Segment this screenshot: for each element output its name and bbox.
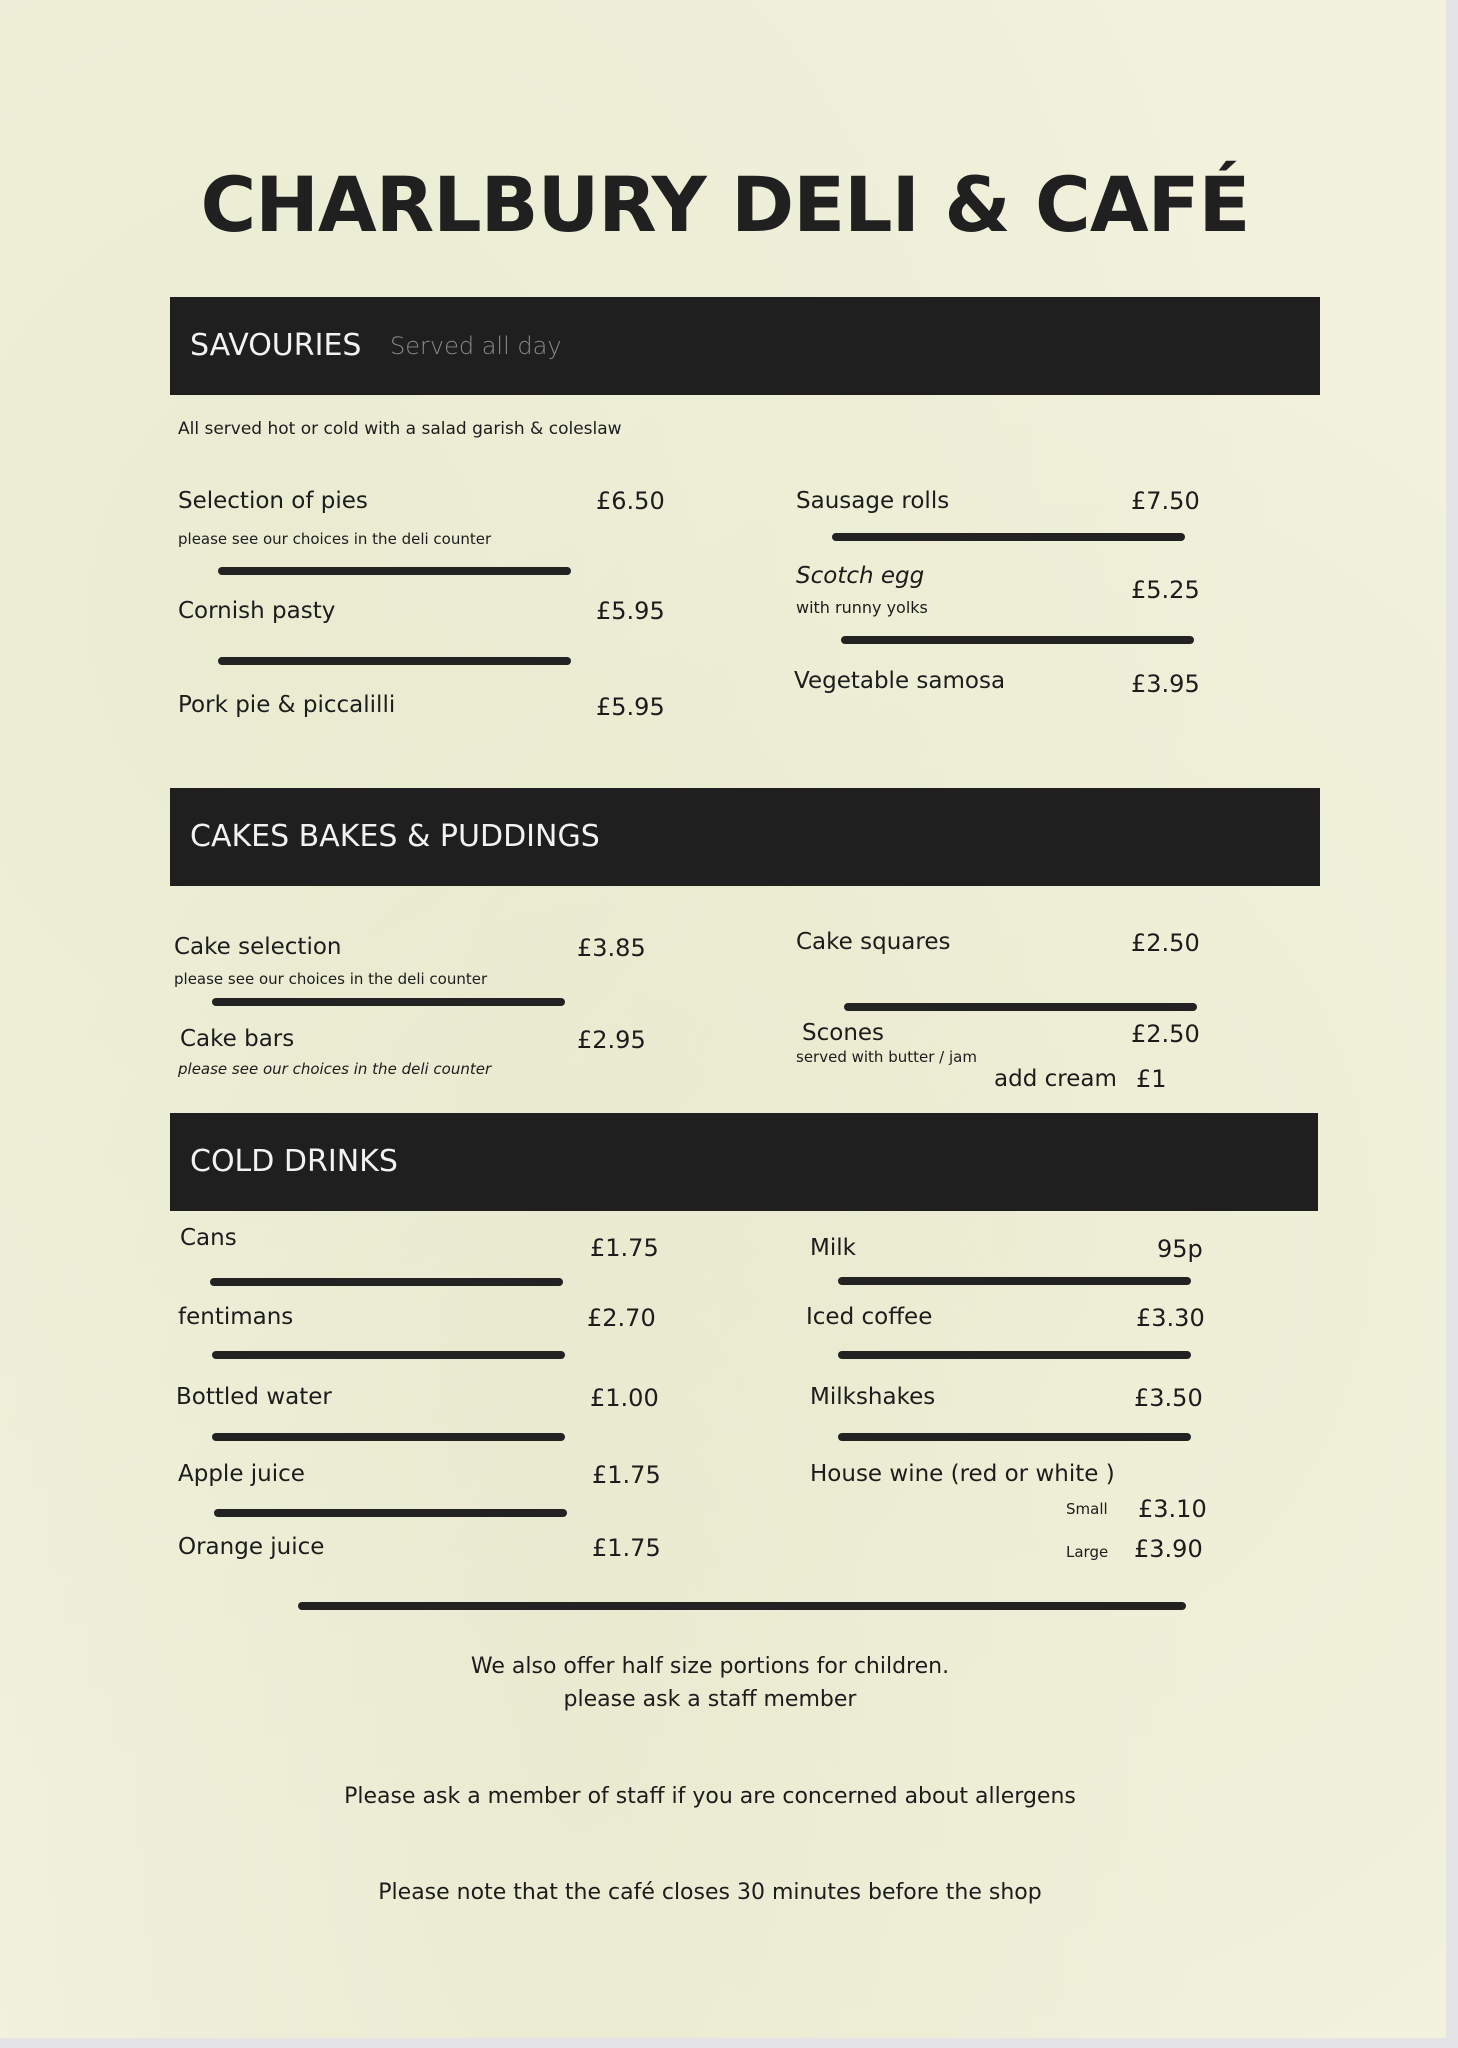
menu-item-price: £1.75 [592,1461,661,1489]
menu-item-price: £1.00 [590,1384,659,1412]
menu-item-name: Bottled water [176,1384,332,1410]
item-divider [218,567,571,575]
menu-item-price: £2.70 [587,1304,656,1332]
menu-item-name: Sausage rolls [796,488,950,514]
item-divider [838,1351,1191,1359]
wine-small-price: £3.10 [1138,1495,1207,1523]
menu-item-name: Orange juice [178,1534,325,1560]
wine-large-label: Large [1066,1543,1109,1561]
menu-item-price: £3.30 [1136,1304,1205,1332]
menu-item-price: £5.95 [596,693,665,721]
menu-item-price: £1.75 [590,1234,659,1262]
menu-item-note: served with butter / jam [796,1048,977,1066]
item-divider [212,1351,565,1359]
cakes-header [170,788,1320,886]
menu-item-price: £3.85 [577,934,646,962]
menu-item-note: please see our choices in the deli counter [178,530,492,548]
allergen-notice: Please ask a member of staff if you are concerned about allergens [344,1784,1076,1809]
savouries-subheading: Served all day [390,332,562,360]
menu-item-price: £5.25 [1131,576,1200,604]
add-cream-label: add cream [994,1066,1117,1092]
menu-item-price: £2.50 [1131,929,1200,957]
item-divider [218,657,571,665]
menu-item-price: £2.50 [1131,1020,1200,1048]
item-divider [212,998,565,1006]
menu-item-price: £2.95 [577,1026,646,1054]
menu-item-price: 95p [1157,1235,1203,1263]
menu-item-name: House wine (red or white ) [810,1461,1115,1487]
menu-item-name: Apple juice [178,1461,305,1487]
section-divider [298,1602,1186,1610]
savouries-header [170,297,1320,395]
item-divider [210,1278,563,1286]
menu-item-note: with runny yolks [796,598,928,617]
menu-item-name: Milkshakes [810,1384,936,1410]
menu-item-name: Cake squares [796,929,951,955]
menu-item-price: £1.75 [592,1534,661,1562]
children-portions-line2: please ask a staff member [563,1687,857,1712]
cold-drinks-header [170,1113,1318,1211]
menu-item-name: Cans [180,1225,237,1251]
menu-item-name: Cake bars [180,1026,295,1052]
menu-item-name: Iced coffee [806,1304,933,1330]
menu-item-name: fentimans [178,1304,294,1330]
cold-drinks-heading: COLD DRINKS [190,1144,398,1179]
item-divider [838,1277,1191,1285]
item-divider [214,1509,567,1517]
scan-edge [0,2038,1458,2048]
item-divider [832,533,1185,541]
menu-item-name: Pork pie & piccalilli [178,692,396,718]
menu-item-name: Milk [810,1235,856,1261]
menu-item-name: Scotch egg [796,563,925,589]
add-cream-price: £1 [1136,1065,1167,1093]
children-portions-line1: We also offer half size portions for children. [470,1654,950,1679]
menu-item-price: £7.50 [1131,487,1200,515]
menu-item-name: Cake selection [174,934,342,960]
menu-item-name: Vegetable samosa [794,668,1006,694]
menu-item-name: Scones [802,1020,885,1046]
item-divider [212,1433,565,1441]
menu-title: CHARLBURY DELI & CAFÉ [200,160,1250,249]
closing-notice: Please note that the café closes 30 minutes before the shop [378,1880,1042,1905]
menu-item-price: £3.95 [1131,670,1200,698]
item-divider [841,636,1194,644]
item-divider [844,1003,1197,1011]
menu-item-price: £3.50 [1134,1384,1203,1412]
menu-item-name: Cornish pasty [178,598,336,624]
wine-large-price: £3.90 [1134,1535,1203,1563]
menu-item-note: please see our choices in the deli counter [178,1060,492,1078]
wine-small-label: Small [1066,1500,1108,1518]
menu-item-note: please see our choices in the deli counter [174,970,488,988]
menu-item-price: £5.95 [596,597,665,625]
item-divider [838,1433,1191,1441]
menu-item-name: Selection of pies [178,488,368,514]
savouries-intro: All served hot or cold with a salad garish & coleslaw [178,419,622,439]
cakes-heading: CAKES BAKES & PUDDINGS [190,819,600,854]
savouries-heading: SAVOURIES [190,328,362,363]
menu-item-price: £6.50 [596,487,665,515]
scan-edge [1446,0,1458,2048]
